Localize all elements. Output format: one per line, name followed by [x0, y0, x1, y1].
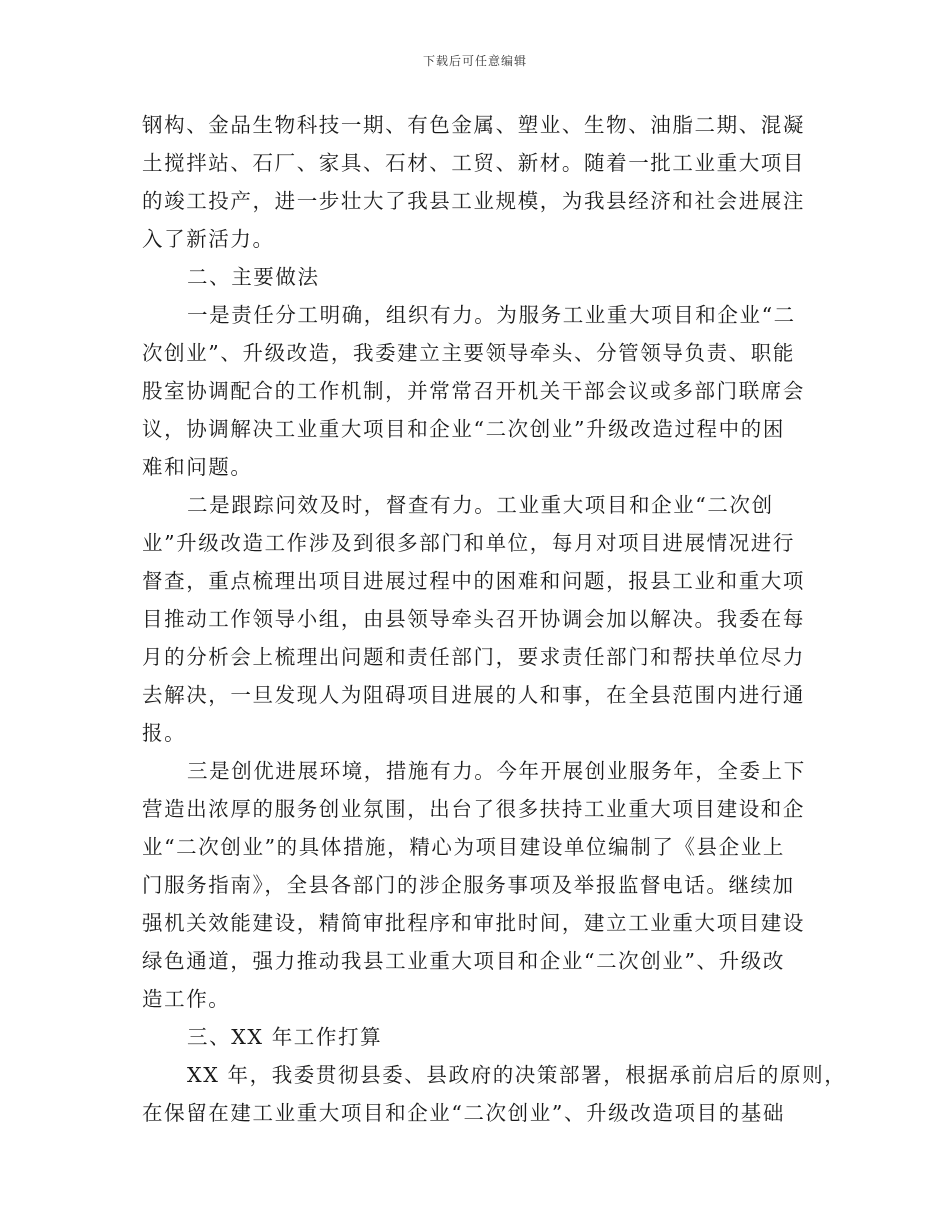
paragraph-line: 议，协调解决工业重大项目和企业“二次创业”升级改造过程中的困 [142, 417, 785, 441]
paragraph-line: 难和问题。 [142, 455, 253, 479]
page-header: 下载后可任意编辑 [422, 54, 527, 68]
paragraph-line: 钢构、金品生物科技一期、有色金属、塑业、生物、油脂二期、混凝 [142, 113, 805, 137]
paragraph-line: 二是跟踪问效及时，督查有力。工业重大项目和企业“二次创 [187, 493, 774, 517]
paragraph-line: 造工作。 [142, 987, 231, 1011]
paragraph-line: 门服务指南》，全县各部门的涉企服务事项及举报监督电话。继续加 [142, 873, 795, 897]
paragraph-line: 业”升级改造工作涉及到很多部门和单位，每月对项目进展情况进行 [142, 531, 795, 555]
paragraph-line: 的竣工投产，进一步壮大了我县工业规模，为我县经济和社会进展注 [142, 189, 805, 213]
paragraph-line: 入了新活力。 [142, 227, 275, 251]
section-heading: 二、主要做法 [187, 265, 320, 289]
section-heading: 三、XX 年工作打算 [187, 1025, 383, 1049]
paragraph-line: XX 年，我委贯彻县委、县政府的决策部署，根据承前启后的原则， [187, 1063, 847, 1087]
paragraph-line: 股室协调配合的工作机制，并常常召开机关干部会议或多部门联席会 [142, 379, 805, 403]
paragraph-line: 三是创优进展环境，措施有力。今年开展创业服务年，全委上下 [187, 759, 806, 783]
paragraph-line: 督查，重点梳理出项目进展过程中的困难和问题，报县工业和重大项 [142, 569, 805, 593]
paragraph-line: 绿色通道，强力推动我县工业重大项目和企业“二次创业”、升级改 [142, 949, 785, 973]
paragraph-line: 去解决，一旦发现人为阻碍项目进展的人和事，在全县范围内进行通 [142, 683, 805, 707]
paragraph-line: 营造出浓厚的服务创业氛围，出台了很多扶持工业重大项目建设和企 [142, 797, 805, 821]
paragraph-line: 业“二次创业”的具体措施，精心为项目建设单位编制了《县企业上 [142, 835, 785, 859]
paragraph-line: 月的分析会上梳理出问题和责任部门，要求责任部门和帮扶单位尽力 [142, 645, 805, 669]
paragraph-line: 土搅拌站、石厂、家具、石材、工贸、新材。随着一批工业重大项目 [142, 151, 805, 175]
paragraph-line: 在保留在建工业重大项目和企业“二次创业”、升级改造项目的基础 [142, 1101, 785, 1125]
document-body [142, 106, 847, 1132]
paragraph-line: 目推动工作领导小组，由县领导牵头召开协调会加以解决。我委在每 [142, 607, 805, 631]
paragraph-line: 一是责任分工明确，组织有力。为服务工业重大项目和企业“二 [187, 303, 796, 327]
paragraph-line: 强机关效能建设，精简审批程序和审批时间，建立工业重大项目建设 [142, 911, 805, 935]
paragraph-line: 报。 [142, 721, 187, 745]
paragraph-line: 次创业”、升级改造，我委建立主要领导牵头、分管领导负责、职能 [142, 341, 795, 365]
